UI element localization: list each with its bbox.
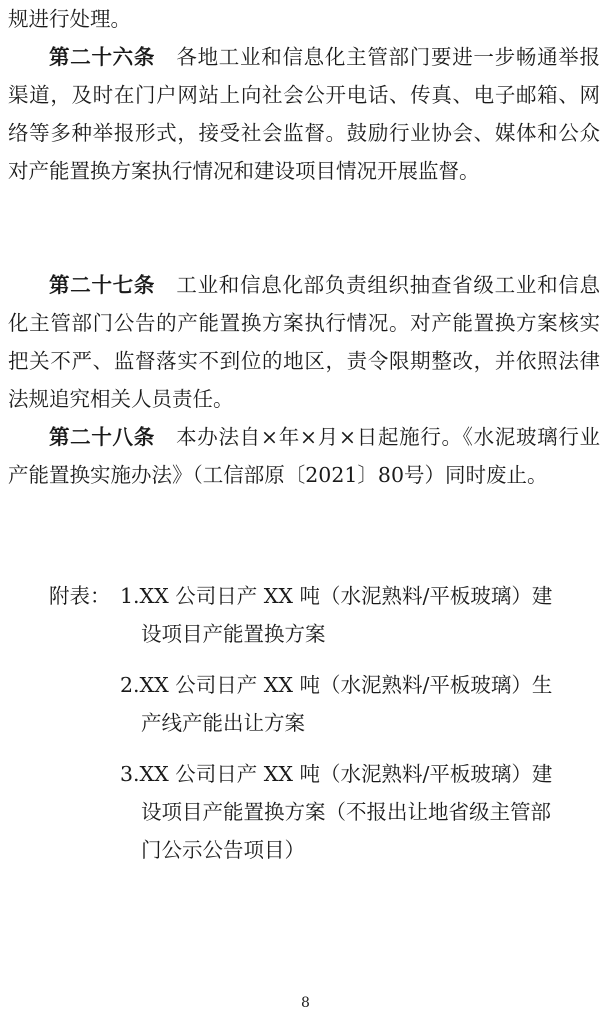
article-27-title: 第二十七条 — [49, 273, 156, 297]
article-28-text: 本办法自×年×月×日起施行。《水泥玻璃行业产能置换实施办法》（工信部原〔2021〕80号）同时废止。 — [8, 425, 601, 487]
appendix-item-1-line-1: 1.XX 公司日产 XX 吨（水泥熟料/平板玻璃）建 — [120, 584, 553, 608]
article-26 — [8, 38, 600, 190]
appendix-item-3-line-2: 设项目产能置换方案（不报出让地省级主管部 — [141, 800, 551, 824]
appendix-label: 附表： — [49, 584, 111, 608]
article-26-text: 各地工业和信息化主管部门要进一步畅通举报渠道，及时在门户网站上向社会公开电话、传真、电子邮箱、网络等多种举报形式，接受社会监督。鼓励行业协会、媒体和公众对产能置换方案执行情况和建设项目情况开展监督。 — [8, 45, 601, 183]
appendix-item-3-line-3: 门公示公告项目） — [141, 838, 305, 862]
appendix-item-3-line-1: 3.XX 公司日产 XX 吨（水泥熟料/平板玻璃）建 — [120, 762, 553, 786]
appendix-item-2-line-1: 2.XX 公司日产 XX 吨（水泥熟料/平板玻璃）生 — [120, 673, 553, 697]
article-26-title: 第二十六条 — [49, 45, 156, 69]
appendix-item-2-line-2: 产线产能出让方案 — [141, 711, 305, 735]
article-27-text: 工业和信息化部负责组织抽查省级工业和信息化主管部门公告的产能置换方案执行情况。对产能置换方案核实把关不严、监督落实不到位的地区，责令限期整改，并依照法律法规追究相关人员责任。 — [8, 273, 601, 411]
article-28-title: 第二十八条 — [49, 425, 155, 449]
article-28 — [8, 418, 600, 494]
article-27 — [8, 266, 600, 418]
continuation-text: 规进行处理。 — [8, 7, 131, 31]
appendix-item-1-line-2: 设项目产能置换方案 — [141, 622, 326, 646]
page-number: 8 — [301, 995, 310, 1011]
